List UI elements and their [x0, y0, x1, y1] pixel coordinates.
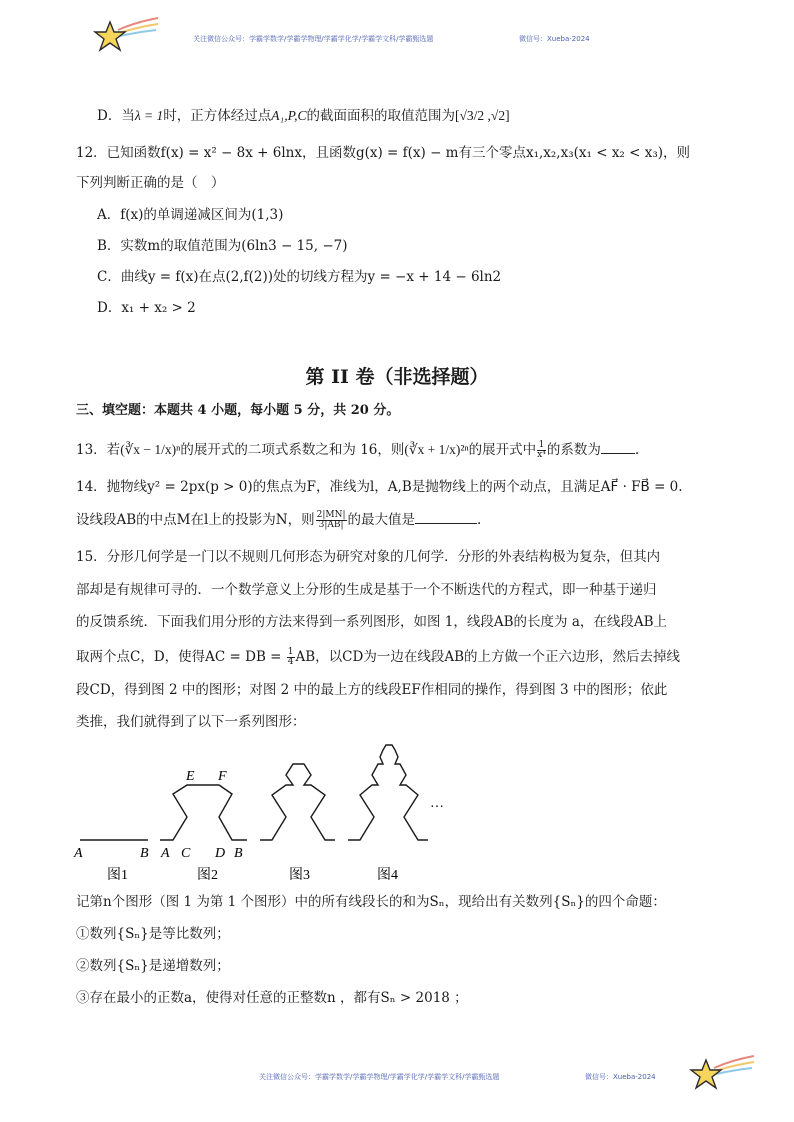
q14-answer-blank — [415, 511, 477, 524]
fig2-caption: 图2 — [197, 868, 218, 883]
q14-line1: 14．抛物线y² = 2px(p > 0)的焦点为F，准线为l，A,B是抛物线上的两个动点，且满足AF⃗ · FB⃗ = 0. — [76, 479, 683, 495]
fig1-label-a: A — [74, 846, 83, 861]
q12-stem-line2: 下列判断正确的是（ ） — [76, 175, 225, 191]
footer-wechat: 微信号：Xueba-2024 — [585, 1073, 656, 1081]
fig2-shape — [160, 785, 247, 840]
q15-line5: 段CD，得到图 2 中的图形；对图 2 中的最上方的线段EF作相同的操作，得到图 3 中的图形；依此 — [76, 682, 668, 698]
statement-2: ②数列{Sₙ}是递增数列； — [76, 958, 230, 974]
sn-definition: 记第n个图形（图 1 为第 1 个图形）中的所有线段长的和为Sₙ，现给出有关数列{Sₙ}的四个命题： — [76, 894, 666, 910]
fig3-caption: 图3 — [289, 868, 310, 883]
q11-range: [√3/2 ,√2] — [455, 108, 510, 123]
q11-option-d: D．当λ = 1时，正方体经过点A₁,P,C的截面面积的取值范围为[√3/2 ,√2] — [97, 108, 510, 124]
q12-option-a: A．f(x)的单调递减区间为(1,3) — [97, 207, 284, 223]
fractal-figure — [60, 735, 460, 885]
header-wechat: 微信号：Xueba-2024 — [519, 35, 590, 43]
fig2-label-c: C — [181, 846, 191, 861]
fig4-shape — [348, 745, 428, 840]
q15-line3: 的反馈系统．下面我们用分形的方法来得到一系列图形，如图 1，线段AB的长度为 a，在线段AB上 — [76, 614, 668, 630]
q15-line1: 15．分形几何学是一门以不规则几何形态为研究对象的几何学．分形的外表结构极为复杂，但其内 — [76, 549, 661, 565]
section-intro: 三、填空题：本题共 4 小题，每小题 5 分，共 20 分。 — [76, 403, 400, 418]
footer-text: 关注微信公众号：学霸学数学/学霸学物理/学霸学化学/学霸学文科/学霸甄选题 — [259, 1073, 500, 1081]
q12-option-b: B．实数m的取值范围为(6ln3 − 15, −7) — [97, 238, 348, 254]
logo-star-icon — [92, 14, 162, 58]
fig4-caption: 图4 — [377, 868, 398, 883]
fig3-shape — [260, 764, 335, 840]
fig2-label-a: A — [161, 846, 170, 861]
q15-line4: 取两个点C，D，使得AC = DB = $\frac{1}{4}$ AB，以CD为一边在线段AB的上方做一个正六边形，然后去掉线 — [76, 647, 680, 667]
q14-line2: 设线段AB的中点M在l上的投影为N，则 $\frac{2|MN|}{3|AB|}$ 的最大值是 . — [76, 510, 482, 530]
fig1-caption: 图1 — [107, 868, 128, 883]
q15-line6: 类推，我们就得到了以下一系列图形： — [76, 714, 306, 730]
header-text: 关注微信公众号：学霸学数学/学霸学物理/学霸学化学/学霸学文科/学霸甄选题 — [193, 35, 434, 43]
fig2-label-d: D — [215, 846, 226, 861]
statement-3: ③存在最小的正数a，使得对任意的正整数n ，都有Sₙ > 2018 ； — [76, 990, 468, 1006]
statement-1: ①数列{Sₙ}是等比数列； — [76, 926, 230, 942]
q13-answer-blank — [601, 441, 635, 454]
footer-star-icon — [688, 1052, 758, 1096]
fig2-label-b: B — [234, 846, 243, 861]
section-title: 第 II 卷（非选择题） — [305, 366, 489, 388]
q15-line2: 部却是有规律可寻的．一个数学意义上分形的生成是基于一个不断迭代的方程式，即一种基于递归 — [76, 582, 657, 598]
fig2-label-e: E — [186, 769, 195, 784]
fig2-label-f: F — [218, 769, 227, 784]
figure-ellipsis: … — [430, 796, 444, 811]
q12-option-d: D．x₁ + x₂ > 2 — [97, 300, 196, 316]
q12-stem-line1: 12．已知函数f(x) = x² − 8x + 6lnx，且函数g(x) = f(x) − m有三个零点x₁,x₂,x₃(x₁ < x₂ < x₃)，则 — [76, 145, 691, 161]
q12-option-c: C．曲线y = f(x)在点(2,f(2))处的切线方程为y = −x + 14 − 6ln2 — [97, 269, 502, 285]
fig1-label-b: B — [140, 846, 149, 861]
q13: 13．若(∛x − 1/x)ⁿ的展开式的二项式系数之和为 16，则(∛x + 1/x)²ⁿ的展开式中 $\frac{1}{\text{x⁴}}$ 的系数为 . — [76, 440, 640, 460]
